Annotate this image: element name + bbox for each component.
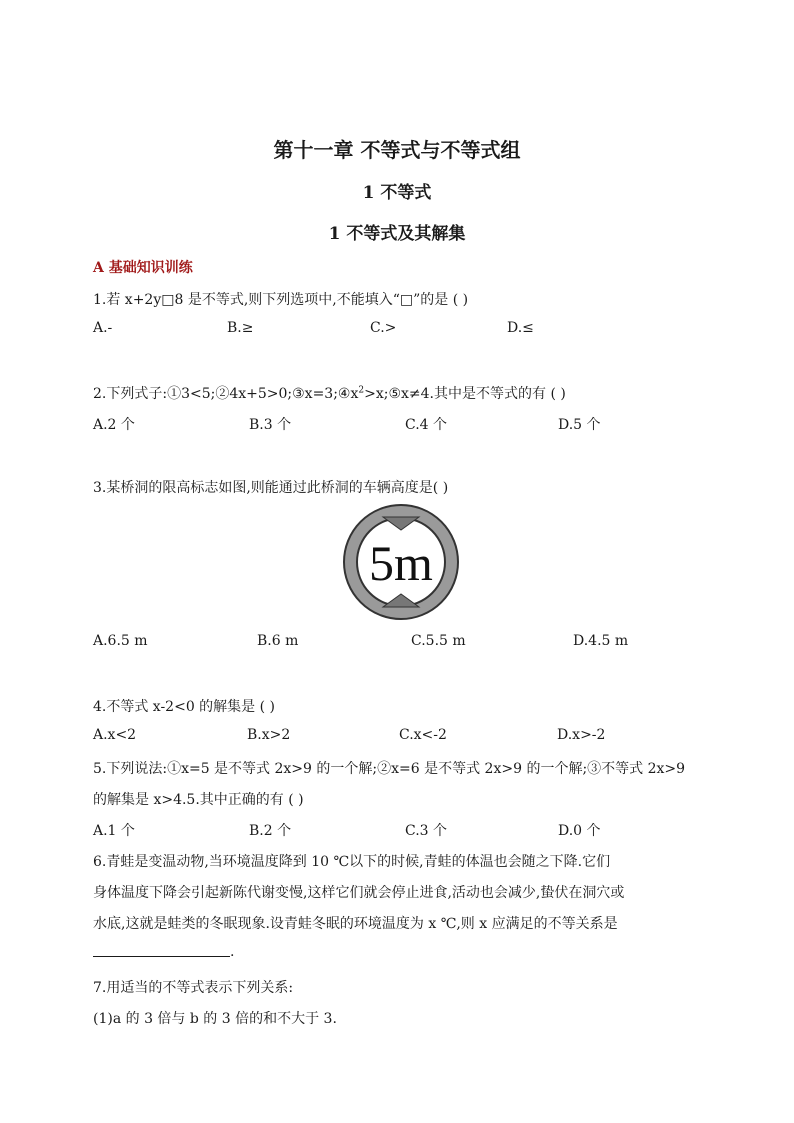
part-label: A 基础知识训练 xyxy=(93,260,193,276)
question-5-line-2: 的解集是 x>4.5.其中正确的有 ( ) xyxy=(93,792,304,808)
question-5-option-b: B.2 个 xyxy=(249,823,292,839)
height-limit-sign xyxy=(341,502,461,622)
question-6-answer-blank[interactable] xyxy=(93,956,230,957)
lesson-title: 1 不等式及其解集 xyxy=(328,224,466,244)
question-2-stem-part-a: 2.下列式子:①3<5;②4x+5>0;③x=3;④x xyxy=(93,386,359,402)
question-1-option-d: D.≤ xyxy=(507,320,534,336)
question-1-option-c: C.> xyxy=(370,320,397,336)
question-7-stem: 7.用适当的不等式表示下列关系: xyxy=(93,980,294,996)
question-6-line-3: 水底,这就是蛙类的冬眠现象.设青蛙冬眠的环境温度为 x ℃,则 x 应满足的不等关系是 xyxy=(93,916,618,932)
question-2-stem xyxy=(93,383,566,403)
section-title: 1 不等式 xyxy=(362,183,432,203)
question-3-option-d: D.4.5 m xyxy=(573,633,629,649)
question-2-option-d: D.5 个 xyxy=(558,417,601,433)
question-2-option-c: C.4 个 xyxy=(405,417,448,433)
question-4-stem: 4.不等式 x-2<0 的解集是 ( ) xyxy=(93,699,276,715)
question-3-option-b: B.6 m xyxy=(257,633,299,649)
question-6-line-2: 身体温度下降会引起新陈代谢变慢,这样它们就会停止进食,活动也会减少,蛰伏在洞穴或 xyxy=(93,885,625,901)
question-2-option-b: B.3 个 xyxy=(249,417,292,433)
question-2-option-a: A.2 个 xyxy=(93,417,135,433)
question-4-option-a: A.x<2 xyxy=(93,727,137,743)
question-7-sub-1: (1)a 的 3 倍与 b 的 3 倍的和不大于 3. xyxy=(93,1011,337,1027)
question-6-line-end: . xyxy=(230,944,235,960)
question-5-line-1: 5.下列说法:①x=5 是不等式 2x>9 的一个解;②x=6 是不等式 2x>9 的一个解;③不等式 2x>9 xyxy=(93,761,686,777)
question-1-option-a: A.- xyxy=(93,320,113,336)
question-3-option-a: A.6.5 m xyxy=(93,633,148,649)
question-5-option-a: A.1 个 xyxy=(93,823,135,839)
question-5-option-c: C.3 个 xyxy=(405,823,448,839)
chapter-title: 第十一章 不等式与不等式组 xyxy=(273,138,521,162)
question-5-option-d: D.0 个 xyxy=(558,823,601,839)
question-2-exponent: 2 xyxy=(358,385,365,396)
question-6-line-1: 6.青蛙是变温动物,当环境温度降到 10 ℃以下的时候,青蛙的体温也会随之下降.它们 xyxy=(93,854,611,870)
sign-text: 5m xyxy=(369,535,433,591)
question-1-stem: 1.若 x+2y□8 是不等式,则下列选项中,不能填入“□”的是 ( ) xyxy=(93,292,469,308)
question-4-option-d: D.x>-2 xyxy=(557,727,606,743)
question-4-option-c: C.x<-2 xyxy=(399,727,447,743)
question-1-option-b: B.≥ xyxy=(227,320,254,336)
question-3-stem: 3.某桥洞的限高标志如图,则能通过此桥洞的车辆高度是( ) xyxy=(93,480,449,496)
question-2-stem-part-b: >x;⑤x≠4.其中是不等式的有 ( ) xyxy=(364,386,566,402)
question-3-option-c: C.5.5 m xyxy=(411,633,466,649)
question-4-option-b: B.x>2 xyxy=(247,727,291,743)
